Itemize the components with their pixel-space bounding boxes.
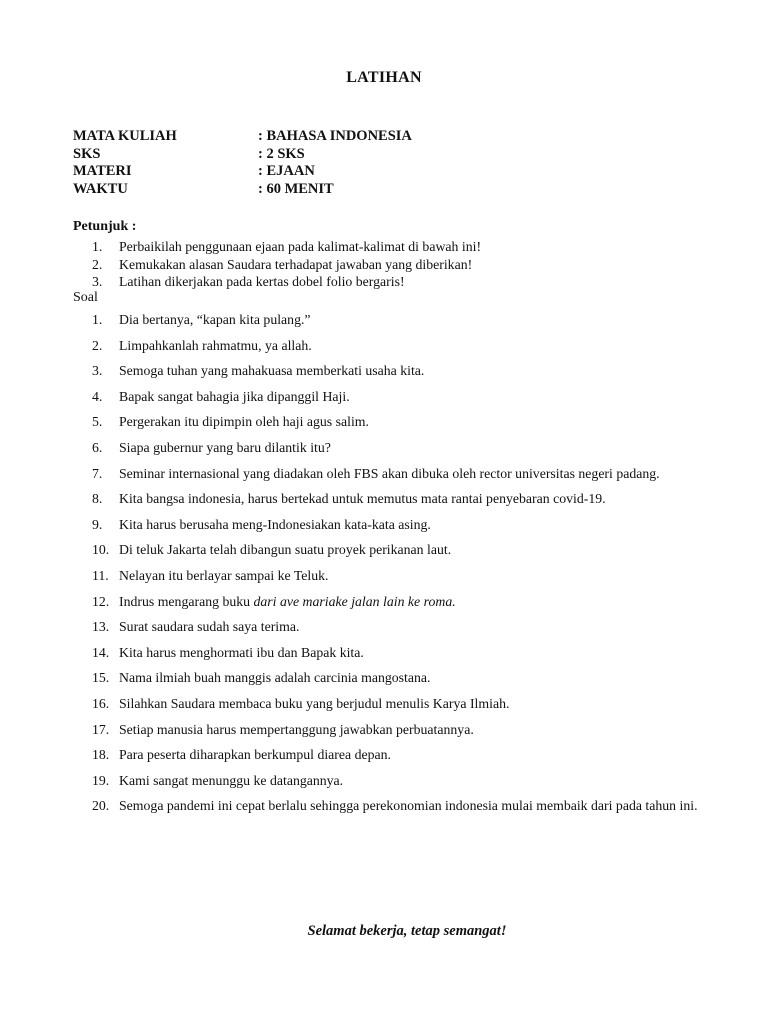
item-number: 19.: [92, 772, 110, 788]
question-item: [92, 307, 712, 333]
question-item: [92, 742, 712, 768]
question-item: [92, 717, 712, 743]
item-text: Kita bangsa indonesia, harus bertekad untuk memutus mata rantai penyebaran covid-19.: [119, 491, 606, 507]
item-number: 1.: [92, 312, 103, 327]
item-text: Kita harus berusaha meng-Indonesiakan kata-kata asing.: [119, 516, 431, 532]
item-text: Nama ilmiah buah manggis adalah carcinia mangostana.: [119, 670, 431, 686]
meta-key: MATERI: [73, 163, 132, 179]
closing-message: Selamat bekerja, tetap semangat!: [307, 923, 507, 939]
item-text-plain: Indrus mengarang buku: [119, 593, 254, 609]
meta-value: : 2 SKS: [258, 145, 305, 162]
item-text: Di teluk Jakarta telah dibangun suatu proyek perikanan laut.: [119, 542, 452, 558]
meta-row-mata-kuliah: [73, 128, 412, 146]
item-number: 9.: [92, 516, 103, 532]
item-text: Nelayan itu berlayar sampai ke Teluk.: [119, 567, 329, 583]
question-item: [92, 537, 712, 563]
item-number: 13.: [92, 619, 110, 635]
questions-heading: Soal: [73, 290, 98, 305]
item-number: 1.: [92, 239, 103, 254]
question-item: [92, 461, 712, 487]
meta-row-materi: [73, 163, 412, 181]
item-text: Siapa gubernur yang baru dilantik itu?: [119, 439, 331, 455]
item-number: 15.: [92, 670, 110, 686]
item-number: 18.: [92, 747, 110, 763]
item-number: 3.: [92, 274, 103, 289]
question-item: [92, 614, 712, 640]
question-item: [92, 640, 712, 666]
meta-row-waktu: [73, 181, 412, 199]
item-number: 7.: [92, 465, 103, 481]
meta-key: WAKTU: [73, 180, 128, 197]
item-number: 2.: [92, 256, 103, 272]
item-text: Seminar internasional yang diadakan oleh FBS akan dibuka oleh rector universitas negeri padang.: [119, 465, 660, 481]
question-item: [92, 358, 712, 384]
question-item: [92, 691, 712, 717]
item-number: 11.: [92, 567, 109, 583]
item-text: Para peserta diharapkan berkumpul diarea depan.: [119, 747, 391, 763]
book-title-italic: dari ave mariake jalan lain ke roma.: [253, 593, 456, 609]
question-item: [92, 768, 712, 794]
question-item: [92, 409, 712, 435]
instructions-list: [92, 238, 481, 291]
item-text: Semoga pandemi ini cepat berlalu sehingga perekonomian indonesia mulai membaik dari pada tahun ini.: [119, 798, 698, 814]
meta-value: : EJAAN: [258, 163, 315, 179]
item-number: 16.: [92, 695, 110, 711]
item-number: 17.: [92, 721, 110, 737]
instructions-heading: Petunjuk :: [73, 219, 137, 234]
course-info: [73, 128, 412, 198]
item-number: 8.: [92, 491, 103, 507]
question-item: [92, 563, 712, 589]
item-text: Kami sangat menunggu ke datangannya.: [119, 772, 344, 788]
item-text: Kita harus menghormati ibu dan Bapak kita.: [119, 644, 364, 660]
item-number: 5.: [92, 414, 103, 430]
question-item: [92, 486, 712, 512]
item-text: Perbaikilah penggunaan ejaan pada kalimat-kalimat di bawah ini!: [119, 239, 482, 254]
item-number: 2.: [92, 337, 103, 353]
item-number: 20.: [92, 798, 110, 814]
instruction-item: [92, 238, 481, 256]
instruction-item: [92, 273, 481, 291]
question-item: [92, 512, 712, 538]
item-text: Bapak sangat bahagia jika dipanggil Haji.: [119, 388, 350, 404]
questions-list: [92, 307, 712, 819]
item-text: Silahkan Saudara membaca buku yang berjudul menulis Karya Ilmiah.: [119, 695, 510, 711]
item-text: [119, 589, 712, 615]
meta-value: : 60 MENIT: [258, 180, 334, 197]
item-text: Setiap manusia harus mempertanggung jawabkan perbuatannya.: [119, 721, 474, 737]
meta-row-sks: [73, 146, 412, 164]
question-item: [92, 384, 712, 410]
item-text: Dia bertanya, “kapan kita pulang.”: [119, 312, 311, 327]
item-text: Limpahkanlah rahmatmu, ya allah.: [119, 337, 312, 353]
item-number: 10.: [92, 542, 110, 558]
meta-value: : BAHASA INDONESIA: [258, 128, 412, 144]
question-item: [92, 793, 712, 819]
item-number: 4.: [92, 388, 103, 404]
item-text: Surat saudara sudah saya terima.: [119, 619, 300, 635]
item-number: 3.: [92, 363, 103, 379]
item-number: 14.: [92, 644, 110, 660]
instruction-item: [92, 256, 481, 274]
question-item: [92, 589, 712, 615]
item-text: Semoga tuhan yang mahakuasa memberkati usaha kita.: [119, 363, 425, 379]
question-item: [92, 333, 712, 359]
item-number: 12.: [92, 593, 110, 609]
item-text: Latihan dikerjakan pada kertas dobel folio bergaris!: [119, 274, 405, 289]
item-text: Kemukakan alasan Saudara terhadapat jawaban yang diberikan!: [119, 256, 473, 272]
question-item: [92, 435, 712, 461]
item-text: Pergerakan itu dipimpin oleh haji agus salim.: [119, 414, 369, 430]
meta-key: SKS: [73, 145, 101, 162]
item-number: 6.: [92, 439, 103, 455]
meta-key: MATA KULIAH: [73, 128, 177, 144]
page-title: LATIHAN: [346, 69, 422, 86]
question-item: [92, 665, 712, 691]
